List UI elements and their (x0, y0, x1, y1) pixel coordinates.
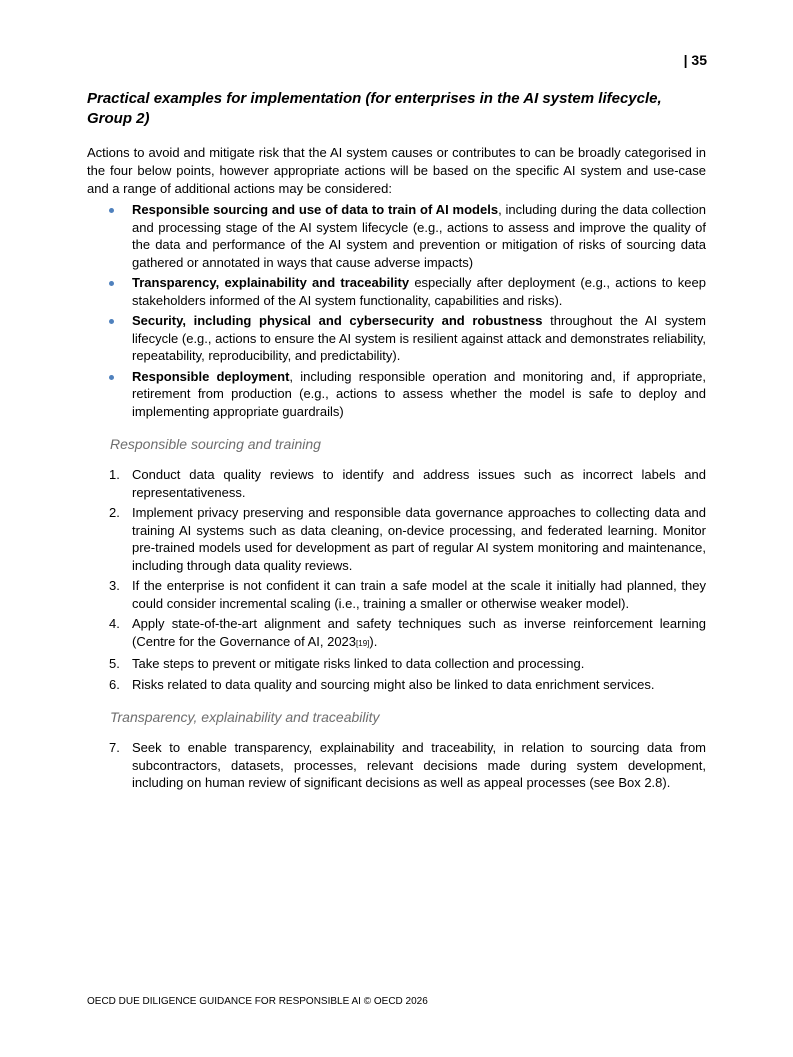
subsection-heading-transparency: Transparency, explainability and traceability (110, 709, 380, 725)
bullet-text: especially after deployment (e.g., actions to keep stakeholders informed of the AI system functionality, capabilities and risks). (132, 275, 706, 308)
item-number: 1. (109, 467, 120, 482)
item-number: 7. (109, 740, 120, 755)
item-text: Conduct data quality reviews to identify and address issues such as incorrect labels and representativeness. (132, 467, 706, 500)
bullet-bold: Transparency, explainability and traceability (132, 275, 410, 290)
item-text: If the enterprise is not confident it can train a safe model at the scale it initially had planned, they could consider incremental scaling (i.e., training a smaller or otherwise weaker model). (132, 578, 706, 611)
bullet-text: throughout the AI system lifecycle (e.g., actions to ensure the AI system is resilient against attack and demonstrates reliability, repeatability, reproducibility, and predictability). (132, 313, 706, 363)
list-item (87, 615, 706, 652)
bullet-text: , including during the data collection and processing stage of the AI system lifecycle (e.g., actions to assess and improve the quality of the data and performance of the AI system and prevention or mitigation of risks of sourcing data gathered or annotated in ways that cause adverse impacts) (132, 202, 706, 270)
item-number: 2. (109, 505, 120, 520)
bullet-item (87, 274, 706, 309)
item-text: Risks related to data quality and sourcing might also be linked to data enrichment services. (132, 676, 655, 692)
page-footer: OECD DUE DILIGENCE GUIDANCE FOR RESPONSIBLE AI © OECD 2026 (87, 996, 428, 1007)
list-item (87, 577, 706, 612)
page-number: | 35 (683, 52, 707, 68)
item-text: Implement privacy preserving and responsible data governance approaches to collecting data and training AI systems such as data cleaning, on-device processing, and federated learning. Monitor pre-trained models used for development as part of regular AI system monitoring and maintenance, including through data quality reviews. (132, 505, 706, 573)
list-item (87, 739, 706, 792)
item-text: Take steps to prevent or mitigate risks linked to data collection and processing. (132, 656, 585, 671)
reference-link[interactable]: [19] (356, 638, 370, 648)
item-number: 4. (109, 616, 120, 631)
bullet-icon (109, 375, 114, 380)
item-number: 5. (109, 656, 120, 671)
item-number: 3. (109, 578, 120, 593)
bullet-icon (109, 281, 114, 286)
list-item (87, 466, 706, 501)
bullet-bold: Responsible sourcing and use of data to train of AI models (132, 202, 499, 217)
list-item (87, 676, 706, 694)
section-heading: Practical examples for implementation (for enterprises in the AI system lifecycle, Group 2) (87, 90, 662, 127)
intro-paragraph: Actions to avoid and mitigate risk that the AI system causes or contributes to can be broadly categorised in the four below points, however appropriate actions will be based on the specific AI system and use-case and a range of additional actions may be considered: (87, 145, 706, 196)
numbered-list-transparency (87, 739, 706, 792)
bullet-item (87, 368, 706, 421)
page-content (87, 89, 706, 795)
bullet-bold: Responsible deployment (132, 368, 290, 384)
bullet-text: , including responsible operation and monitoring and, if appropriate, retirement from production (e.g., actions to assess whether the model is safe to deploy and implementing appropriate guardrails) (132, 368, 706, 419)
list-item (87, 655, 706, 673)
bullet-bold: Security, including physical and cybersecurity and robustness (132, 313, 543, 328)
item-text-end: ). (369, 633, 378, 649)
bullet-item (87, 201, 706, 271)
bullet-icon (109, 208, 114, 213)
bullet-list (87, 201, 706, 420)
bullet-item (87, 312, 706, 365)
numbered-list-sourcing (87, 466, 706, 693)
list-item (87, 504, 706, 574)
item-number: 6. (109, 676, 120, 692)
item-text: Seek to enable transparency, explainability and traceability, in relation to sourcing data from subcontractors, datasets, processes, relevant decisions made during system development, including on human review of significant decisions as well as appeal processes (see Box 2.8). (132, 740, 706, 790)
item-text: Apply state-of-the-art alignment and safety techniques such as inverse reinforcement learning (Centre for the Governance of AI, 2023 (132, 616, 706, 649)
bullet-icon (109, 319, 114, 324)
subsection-heading-sourcing: Responsible sourcing and training (110, 436, 321, 452)
